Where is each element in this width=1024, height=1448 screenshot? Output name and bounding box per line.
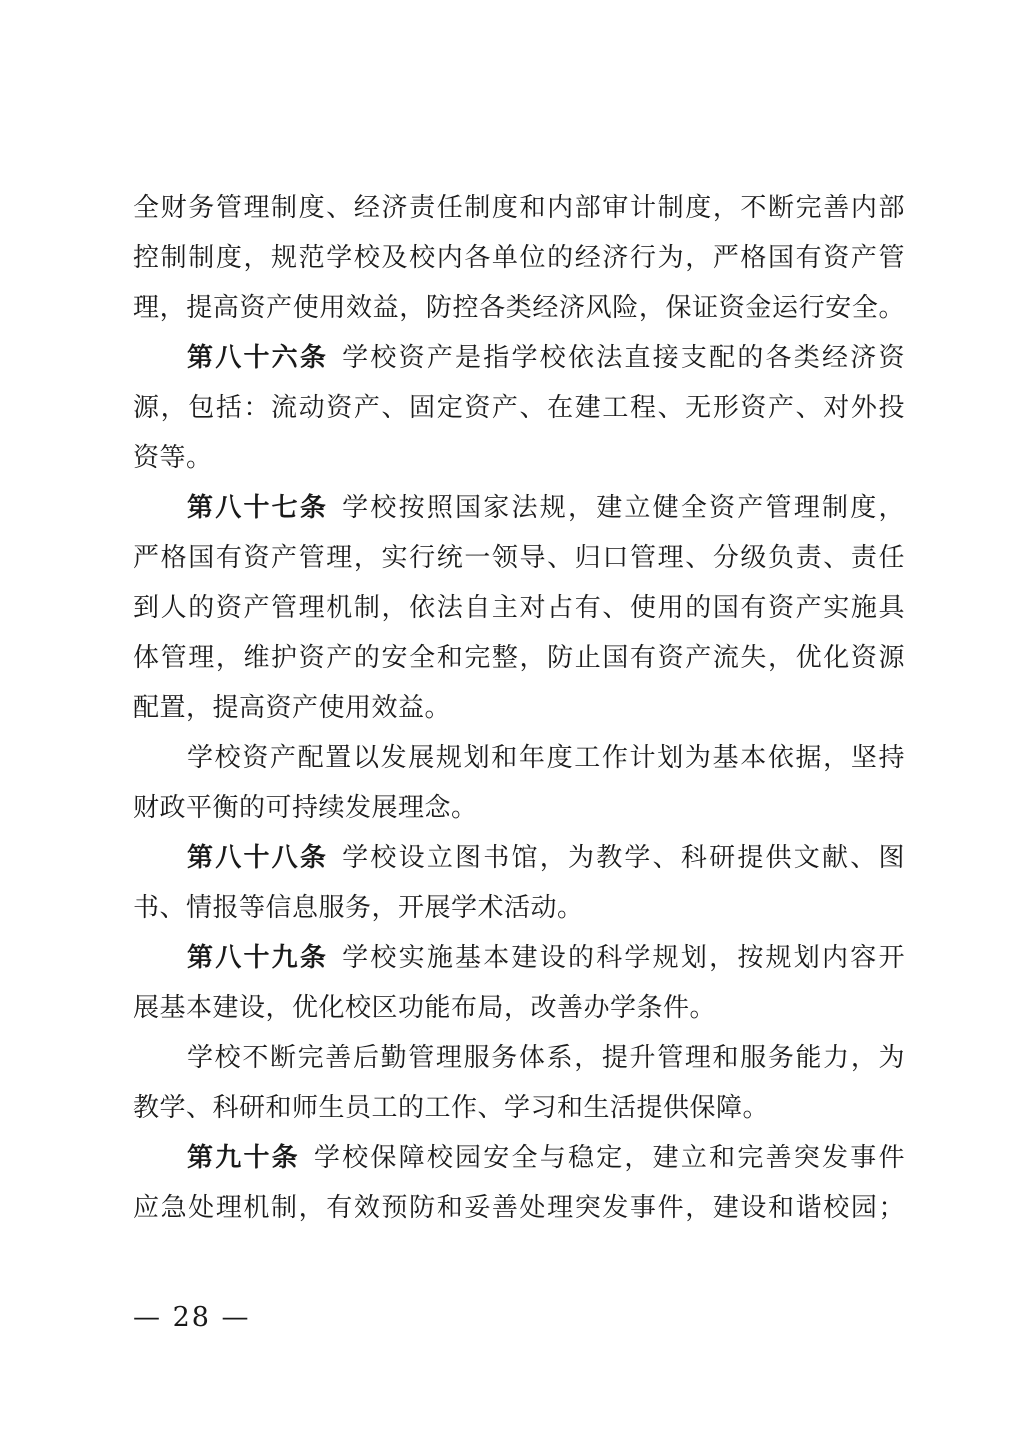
line-text: 全财务管理制度、经济责任制度和内部审计制度，不断完善内部 xyxy=(133,193,905,223)
article-number: 第八十六条 xyxy=(187,343,329,373)
line-text: 应急处理机制，有效预防和妥善处理突发事件，建设和谐校园； xyxy=(133,1193,905,1223)
line-text: 学校资产是指学校依法直接支配的各类经济资 xyxy=(342,343,905,373)
text-line xyxy=(133,833,905,883)
line-text: 学校保障校园安全与稳定，建立和完善突发事件 xyxy=(313,1143,905,1173)
line-text: 学校设立图书馆，为教学、科研提供文献、图 xyxy=(342,843,905,873)
text-line xyxy=(133,433,905,483)
line-text: 书、情报等信息服务，开展学术活动。 xyxy=(133,893,584,923)
text-line xyxy=(133,1083,905,1133)
line-text: 教学、科研和师生员工的工作、学习和生活提供保障。 xyxy=(133,1093,770,1123)
document-body xyxy=(133,183,905,1233)
article-number: 第九十条 xyxy=(187,1143,300,1173)
text-line xyxy=(133,533,905,583)
text-line xyxy=(133,633,905,683)
text-line xyxy=(133,383,905,433)
line-text: 学校实施基本建设的科学规划，按规划内容开 xyxy=(342,943,905,973)
text-line xyxy=(133,483,905,533)
line-text: 学校不断完善后勤管理服务体系，提升管理和服务能力，为 xyxy=(187,1043,905,1073)
line-text: 财政平衡的可持续发展理念。 xyxy=(133,793,478,823)
text-line xyxy=(133,233,905,283)
line-text: 资等。 xyxy=(133,443,213,473)
line-text: 配置，提高资产使用效益。 xyxy=(133,693,452,723)
line-text: 体管理，维护资产的安全和完整，防止国有资产流失，优化资源 xyxy=(133,643,905,673)
line-text: 理，提高资产使用效益，防控各类经济风险，保证资金运行安全。 xyxy=(133,293,905,323)
line-text: 严格国有资产管理，实行统一领导、归口管理、分级负责、责任 xyxy=(133,543,905,573)
text-line xyxy=(133,933,905,983)
article-number: 第八十九条 xyxy=(187,943,329,973)
line-text: 学校按照国家法规，建立健全资产管理制度， xyxy=(342,493,905,523)
article-number: 第八十八条 xyxy=(187,843,329,873)
article-number: 第八十七条 xyxy=(187,493,329,523)
page-footer xyxy=(133,1300,251,1336)
line-text: 源，包括：流动资产、固定资产、在建工程、无形资产、对外投 xyxy=(133,393,905,423)
text-line xyxy=(133,333,905,383)
text-line xyxy=(133,1133,905,1183)
line-text: 展基本建设，优化校区功能布局，改善办学条件。 xyxy=(133,993,717,1023)
text-line xyxy=(133,983,905,1033)
text-line xyxy=(133,1033,905,1083)
text-line xyxy=(133,683,905,733)
text-line xyxy=(133,1183,905,1233)
line-text: 学校资产配置以发展规划和年度工作计划为基本依据，坚持 xyxy=(187,743,905,773)
page-number: — 28 — xyxy=(133,1302,251,1333)
text-line xyxy=(133,183,905,233)
text-line xyxy=(133,783,905,833)
text-line xyxy=(133,883,905,933)
text-line xyxy=(133,583,905,633)
text-line xyxy=(133,733,905,783)
line-text: 到人的资产管理机制，依法自主对占有、使用的国有资产实施具 xyxy=(133,593,905,623)
text-line xyxy=(133,283,905,333)
line-text: 控制制度，规范学校及校内各单位的经济行为，严格国有资产管 xyxy=(133,243,905,273)
